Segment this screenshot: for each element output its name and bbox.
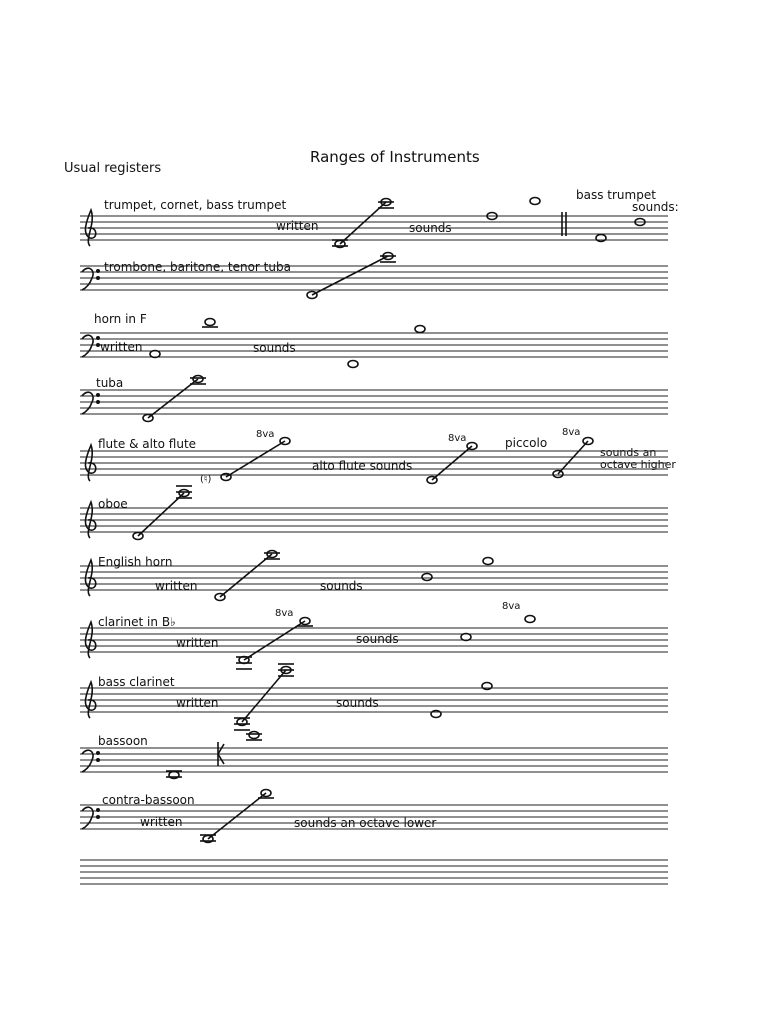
row-flute-paren: (♮) — [200, 474, 212, 485]
row-english-horn-sounds: sounds — [320, 579, 363, 593]
note-head-icon — [249, 732, 259, 739]
range-line — [220, 554, 272, 597]
bass-clef-dot-icon — [97, 759, 99, 761]
row-flute-ottava-2: 8va — [448, 433, 467, 444]
bass-clef-dot-icon — [97, 401, 99, 403]
range-line — [226, 441, 285, 477]
row-oboe-name: oboe — [98, 497, 128, 511]
bass-clef-dot-icon — [97, 809, 99, 811]
range-line — [242, 670, 286, 722]
row-flute-alto: alto flute sounds — [312, 459, 413, 473]
row-english-horn-written: written — [155, 579, 198, 593]
row-trumpet-name: trumpet, cornet, bass trumpet — [104, 198, 287, 212]
row-english-horn-name: English horn — [98, 555, 173, 569]
bass-clef-icon — [82, 392, 93, 414]
row-clarinet-name: clarinet in B♭ — [98, 615, 176, 629]
bass-clef-dot-icon — [97, 277, 99, 279]
row-clarinet-ottava-1: 8va — [275, 608, 294, 619]
bass-clef-icon — [82, 750, 93, 772]
row-flute-ottava-3: 8va — [562, 427, 581, 438]
row-clarinet-ottava-2: 8va — [502, 601, 521, 612]
bass-clef-icon — [82, 807, 93, 829]
row-flute-ottava-1: 8va — [256, 429, 275, 440]
note-head-icon — [530, 198, 540, 205]
range-line — [312, 256, 388, 295]
bass-clef-dot-icon — [97, 752, 99, 754]
row-contrabassoon-name: contra-bassoon — [102, 793, 195, 807]
row-flute-name: flute & alto flute — [98, 437, 197, 451]
row-trumpet-sounds: sounds — [409, 221, 452, 235]
range-line — [148, 379, 198, 418]
row-bass-clarinet-name: bass clarinet — [98, 675, 175, 689]
bass-clef-dot-icon — [97, 344, 99, 346]
note-head-icon — [422, 574, 432, 581]
row-bass-clarinet-written: written — [176, 696, 219, 710]
note-head-icon — [525, 616, 535, 623]
row-flute-octave-note: sounds an octave higher — [600, 447, 676, 471]
row-clarinet-written: written — [176, 636, 219, 650]
bass-clef-icon — [82, 268, 93, 290]
row-contrabassoon-sounds: sounds an octave lower — [294, 816, 437, 830]
row-horn-sounds: sounds — [253, 341, 296, 355]
note-head-icon — [461, 634, 471, 641]
row-clarinet-sounds: sounds — [356, 632, 399, 646]
row-contrabassoon-written: written — [140, 815, 183, 829]
bass-clef-icon — [82, 335, 93, 357]
range-line — [138, 493, 184, 536]
note-head-icon — [483, 558, 493, 565]
row-bassoon-name: bassoon — [98, 734, 148, 748]
row-horn-name: horn in F — [94, 312, 147, 326]
row-trombone-name: trombone, baritone, tenor tuba — [104, 260, 291, 274]
bass-clef-dot-icon — [97, 816, 99, 818]
row-horn-written: written — [100, 340, 143, 354]
bass-clef-dot-icon — [97, 270, 99, 272]
bass-clef-dot-icon — [97, 337, 99, 339]
row-bass-clarinet-sounds: sounds — [336, 696, 379, 710]
row-tuba-name: tuba — [96, 376, 124, 390]
note-head-icon — [150, 351, 160, 358]
note-head-icon — [415, 326, 425, 333]
row-trumpet-bass-sounds: sounds: — [632, 200, 679, 214]
row-trumpet-written: written — [276, 219, 319, 233]
row-trumpet-bass-label: bass trumpet — [576, 188, 656, 202]
note-head-icon — [348, 361, 358, 368]
row-flute-piccolo: piccolo — [505, 436, 548, 450]
note-head-icon — [205, 319, 215, 326]
page-title: Ranges of Instruments — [310, 148, 480, 166]
bass-clef-dot-icon — [97, 394, 99, 396]
section-label: Usual registers — [64, 161, 162, 176]
range-line — [208, 793, 266, 839]
range-line — [244, 621, 305, 660]
